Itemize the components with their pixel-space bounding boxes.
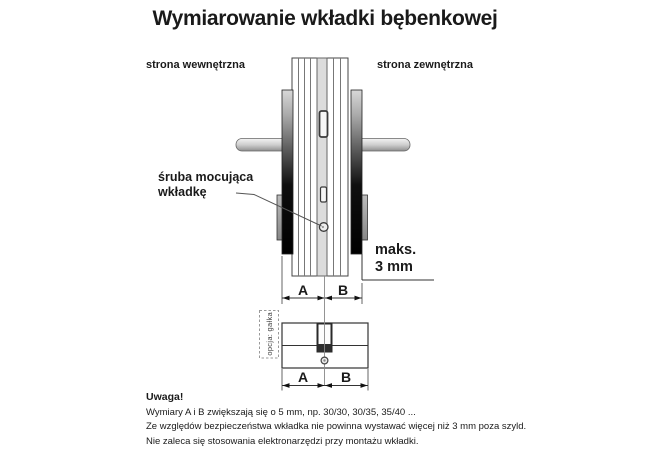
dimension-a-lower: A <box>297 369 309 385</box>
max-protrusion-label-line2: 3 mm <box>375 259 413 275</box>
dimension-b-lower: B <box>340 369 352 385</box>
keyway-upper <box>320 111 328 137</box>
note-line-3: Nie zaleca się stosowania elektronarzędzi przy montażu wkładki. <box>146 435 419 447</box>
knob-option-label: opcja: gałka <box>264 312 274 356</box>
fixing-screw-label <box>158 170 253 200</box>
dimension-b-main: B <box>337 282 349 298</box>
max-protrusion-label <box>375 242 416 276</box>
page-title: Wymiarowanie wkładki bębenkowej <box>152 7 498 30</box>
note-line-1: Wymiary A i B zwiększają się o 5 mm, np. 30/30, 30/35, 35/40 ... <box>146 407 416 418</box>
escutcheon-left <box>282 90 293 254</box>
side-view-screw <box>321 357 328 364</box>
escutcheon-right <box>351 90 362 254</box>
max-protrusion-label-line1: maks. <box>375 242 417 258</box>
note-line-2: Ze względów bezpieczeństwa wkładka nie powinna wystawać więcej niż 3 mm poza szyld. <box>146 421 527 433</box>
notes-section <box>146 391 606 449</box>
door-cross-section <box>292 58 348 276</box>
keyway-lower <box>321 187 327 202</box>
fixing-screw-label-line1: śruba mocująca <box>158 170 254 184</box>
notes-heading: Uwaga! <box>146 391 184 403</box>
fixing-screw-label-line2: wkładkę <box>158 185 207 199</box>
knob-option-label-box <box>259 310 279 358</box>
dimension-a-main: A <box>297 282 309 298</box>
inner-side-label: strona wewnętrzna <box>146 59 246 71</box>
cylinder-strip <box>317 58 327 276</box>
outer-side-label: strona zewnętrzna <box>377 59 473 71</box>
